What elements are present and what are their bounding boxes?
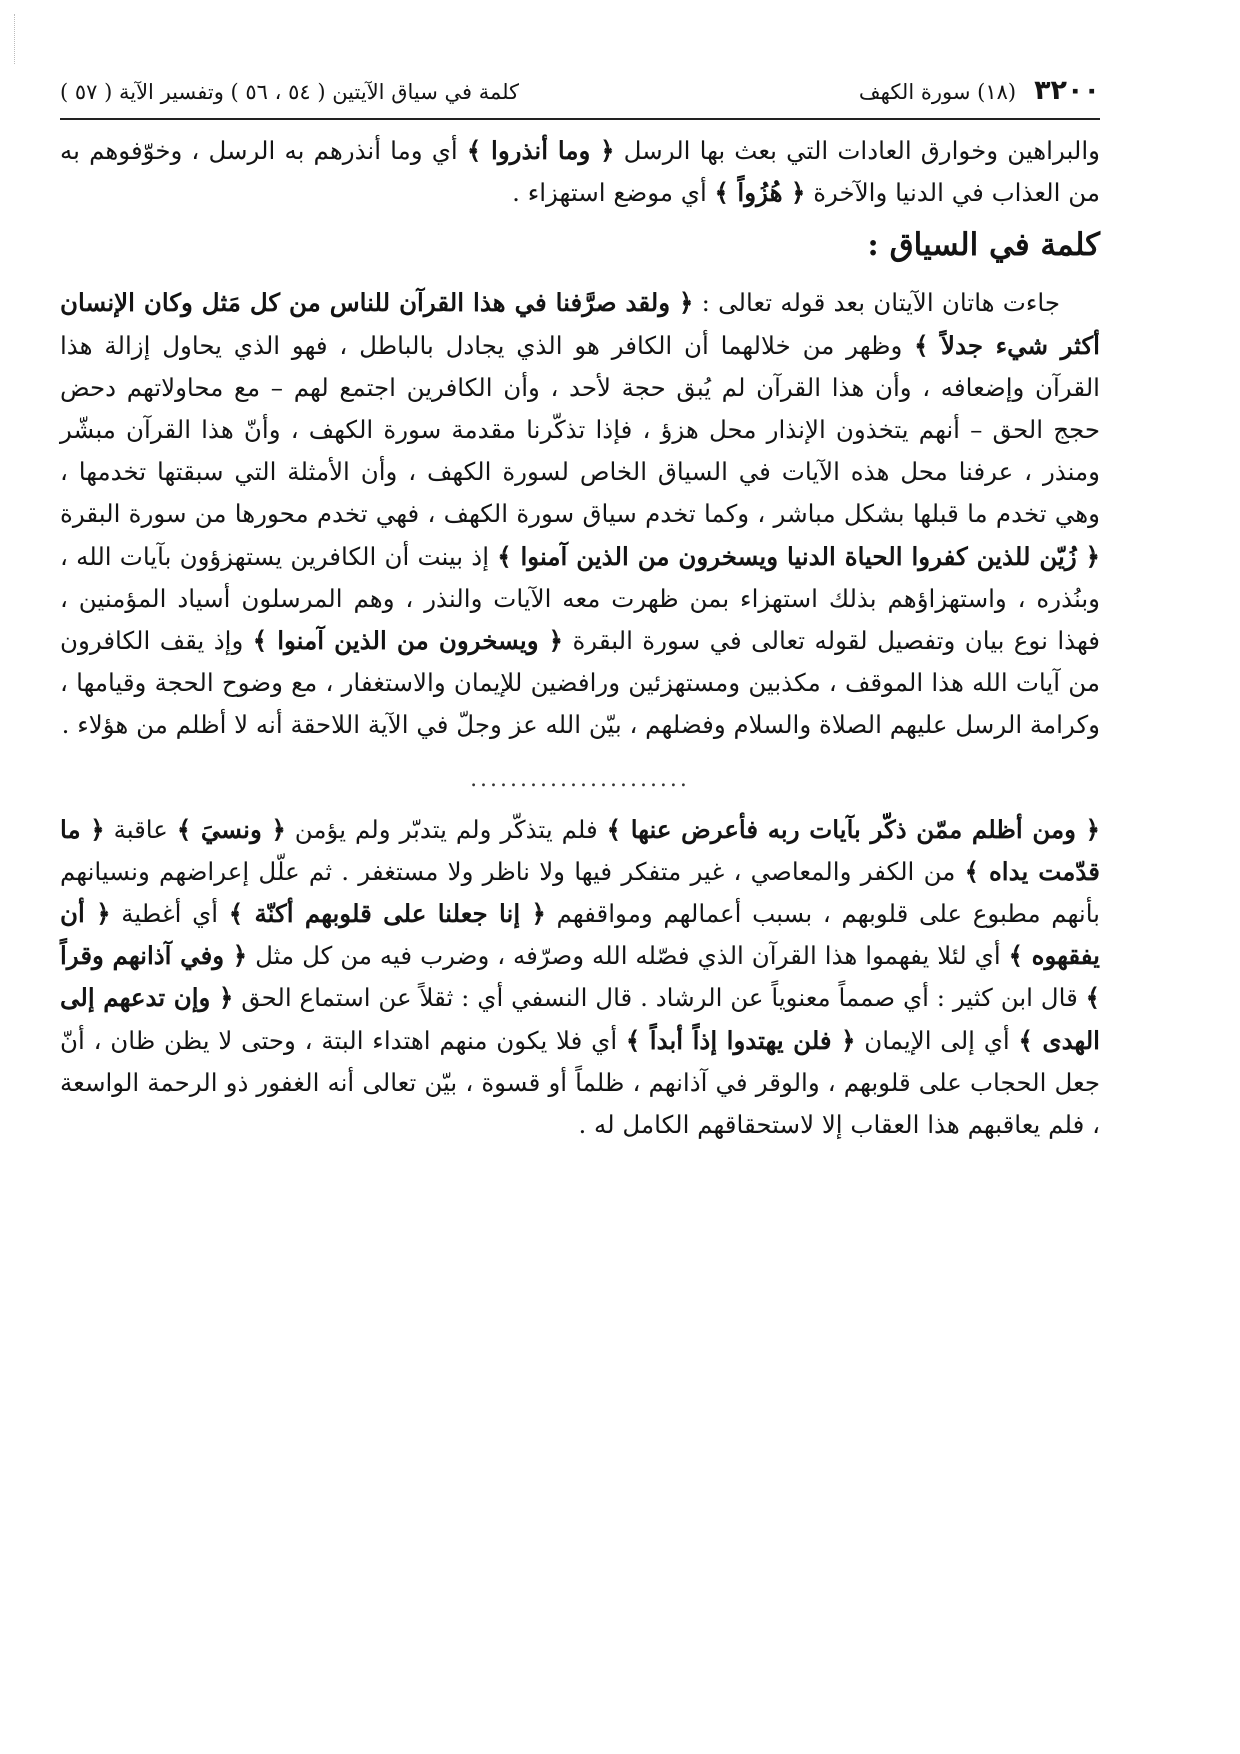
page-number: ٣٢٠٠ xyxy=(1034,75,1100,106)
context-paragraph: جاءت هاتان الآيتان بعد قوله تعالى : ﴿ ولقد صرَّفنا في هذا القرآن للناس من كل مَثل وكان الإنسان أكثر شيء جدلاً ﴾ وظهر من خلالهما أن الكافر هو الذي يجادل بالباطل ، فهو الذي يحاول إزالة هذا القرآن وإضعافه ، وأن هذا القرآن لم يُبق حجة لأحد ، وأن الكافرين اجتمع لهم – مع محاولاتهم دحض حجج الحق – أنهم يتخذون الإنذار محل هزؤ ، فإذا تذكّرنا مقدمة سورة الكهف ، وأنّ هذا القرآن مبشّر ومنذر ، عرفنا محل هذه الآيات في السياق الخاص لسورة الكهف ، وأن الأمثلة التي سبقتها تخدمها ، وهي تخدم ما قبلها بشكل مباشر ، وكما تخدم سياق سورة الكهف ، فهي تخدم محورها من سورة البقرة ﴿ زُيّن للذين كفروا الحياة الدنيا ويسخرون من الذين آمنوا ﴾ إذ بينت أن الكافرين يستهزؤون بآيات الله ، وبنُذره ، واستهزاؤهم بذلك استهزاء بمن ظهرت معه الآيات والنذر ، وهم المرسلون أسياد المؤمنين ، فهذا نوع بيان وتفصيل لقوله تعالى في سورة البقرة ﴿ ويسخرون من الذين آمنوا ﴾ وإذ يقف الكافرون من آيات الله هذا الموقف ، مكذبين ومستهزئين ورافضين للإيمان والاستغفار ، مع وضوح الحجة وقيامها ، وكرامة الرسل عليهم الصلاة والسلام وفضلهم ، بيّن الله عز وجلّ في الآية اللاحقة أنه لا أظلم من هؤلاء . xyxy=(60,288,1100,740)
surah-label: (١٨) سورة الكهف xyxy=(858,80,1017,104)
quran-quote: ﴿ ولقد صرَّفنا في هذا القرآن للناس من كل مَثل وكان الإنسان أكثر شيء جدلاً ﴾ xyxy=(60,288,1100,360)
book-page xyxy=(60,60,1100,1146)
quran-quote: ﴿ أن يفقهوه ﴾ xyxy=(60,899,1100,971)
quran-quote: ﴿ ما قدّمت يداه ﴾ xyxy=(60,814,1100,886)
running-header xyxy=(60,60,1100,110)
margin-scan-mark xyxy=(14,14,25,64)
quran-quote: ﴿ وإن تدعهم إلى الهدى ﴾ xyxy=(60,983,1100,1055)
dotted-separator: ...................... xyxy=(470,766,690,792)
header-title: كلمة في سياق الآيتين ( ٥٤ ، ٥٦ ) وتفسير الآية ( ٥٧ ) xyxy=(60,80,520,104)
header-rule xyxy=(60,118,1100,120)
quran-quote: ﴿ هُزُواً ﴾ xyxy=(714,178,806,208)
quran-quote: ﴿ ومن أظلم ممّن ذكّر بآيات ربه فأعرض عنها ﴾ xyxy=(606,814,1100,844)
header-right-group xyxy=(859,73,1100,110)
quran-quote: ﴿ وما أنذروا ﴾ xyxy=(466,136,615,165)
quran-quote: ﴿ ونسيَ ﴾ xyxy=(176,814,286,844)
quran-quote: ﴿ إنا جعلنا على قلوبهم أكنّة ﴾ xyxy=(228,899,546,929)
intro-paragraph: والبراهين وخوارق العادات التي بعث بها الرسل ﴿ وما أنذروا ﴾ أي وما أنذرهم به الرسل ، وخوّفوهم به من العذاب في الدنيا والآخرة ﴿ هُزُواً ﴾ أي موضع استهزاء . xyxy=(60,136,1100,208)
quran-quote: ﴿ وفي آذانهم وقراً ﴾ xyxy=(60,941,1100,1013)
quran-quote: ﴿ زُيّن للذين كفروا الحياة الدنيا ويسخرون من الذين آمنوا ﴾ xyxy=(497,541,1100,571)
section-heading: كلمة في السياق : xyxy=(867,227,1100,264)
quran-quote: ﴿ فلن يهتدوا إذاً أبداً ﴾ xyxy=(625,1025,856,1055)
tafsir-paragraph: ﴿ ومن أظلم ممّن ذكّر بآيات ربه فأعرض عنها ﴾ فلم يتذكّر ولم يتدبّر ولم يؤمن ﴿ ونسيَ ﴾ عاقبة ﴿ ما قدّمت يداه ﴾ من الكفر والمعاصي ، غير متفكر فيها ولا ناظر ولا مستغفر . ثم علّل إعراضهم ونسيانهم بأنهم مطبوع على قلوبهم ، بسبب أعمالهم ومواقفهم ﴿ إنا جعلنا على قلوبهم أكنّة ﴾ أي أغطية ﴿ أن يفقهوه ﴾ أي لئلا يفهموا هذا القرآن الذي فصّله الله وصرّفه ، وضرب فيه من كل مثل ﴿ وفي آذانهم وقراً ﴾ قال ابن كثير : أي صمماً معنوياً عن الرشاد . قال النسفي أي : ثقلاً عن استماع الحق ﴿ وإن تدعهم إلى الهدى ﴾ أي إلى الإيمان ﴿ فلن يهتدوا إذاً أبداً ﴾ أي فلا يكون منهم اهتداء البتة ، وحتى لا يظن ظان ، أنّ جعل الحجاب على قلوبهم ، والوقر في آذانهم ، ظلماً أو قسوة ، بيّن تعالى أنه الغفور ذو الرحمة الواسعة ، فلم يعاقبهم هذا العقاب إلا لاستحقاقهم الكامل له . xyxy=(60,814,1101,1140)
quran-quote: ﴿ ويسخرون من الذين آمنوا ﴾ xyxy=(252,626,564,656)
